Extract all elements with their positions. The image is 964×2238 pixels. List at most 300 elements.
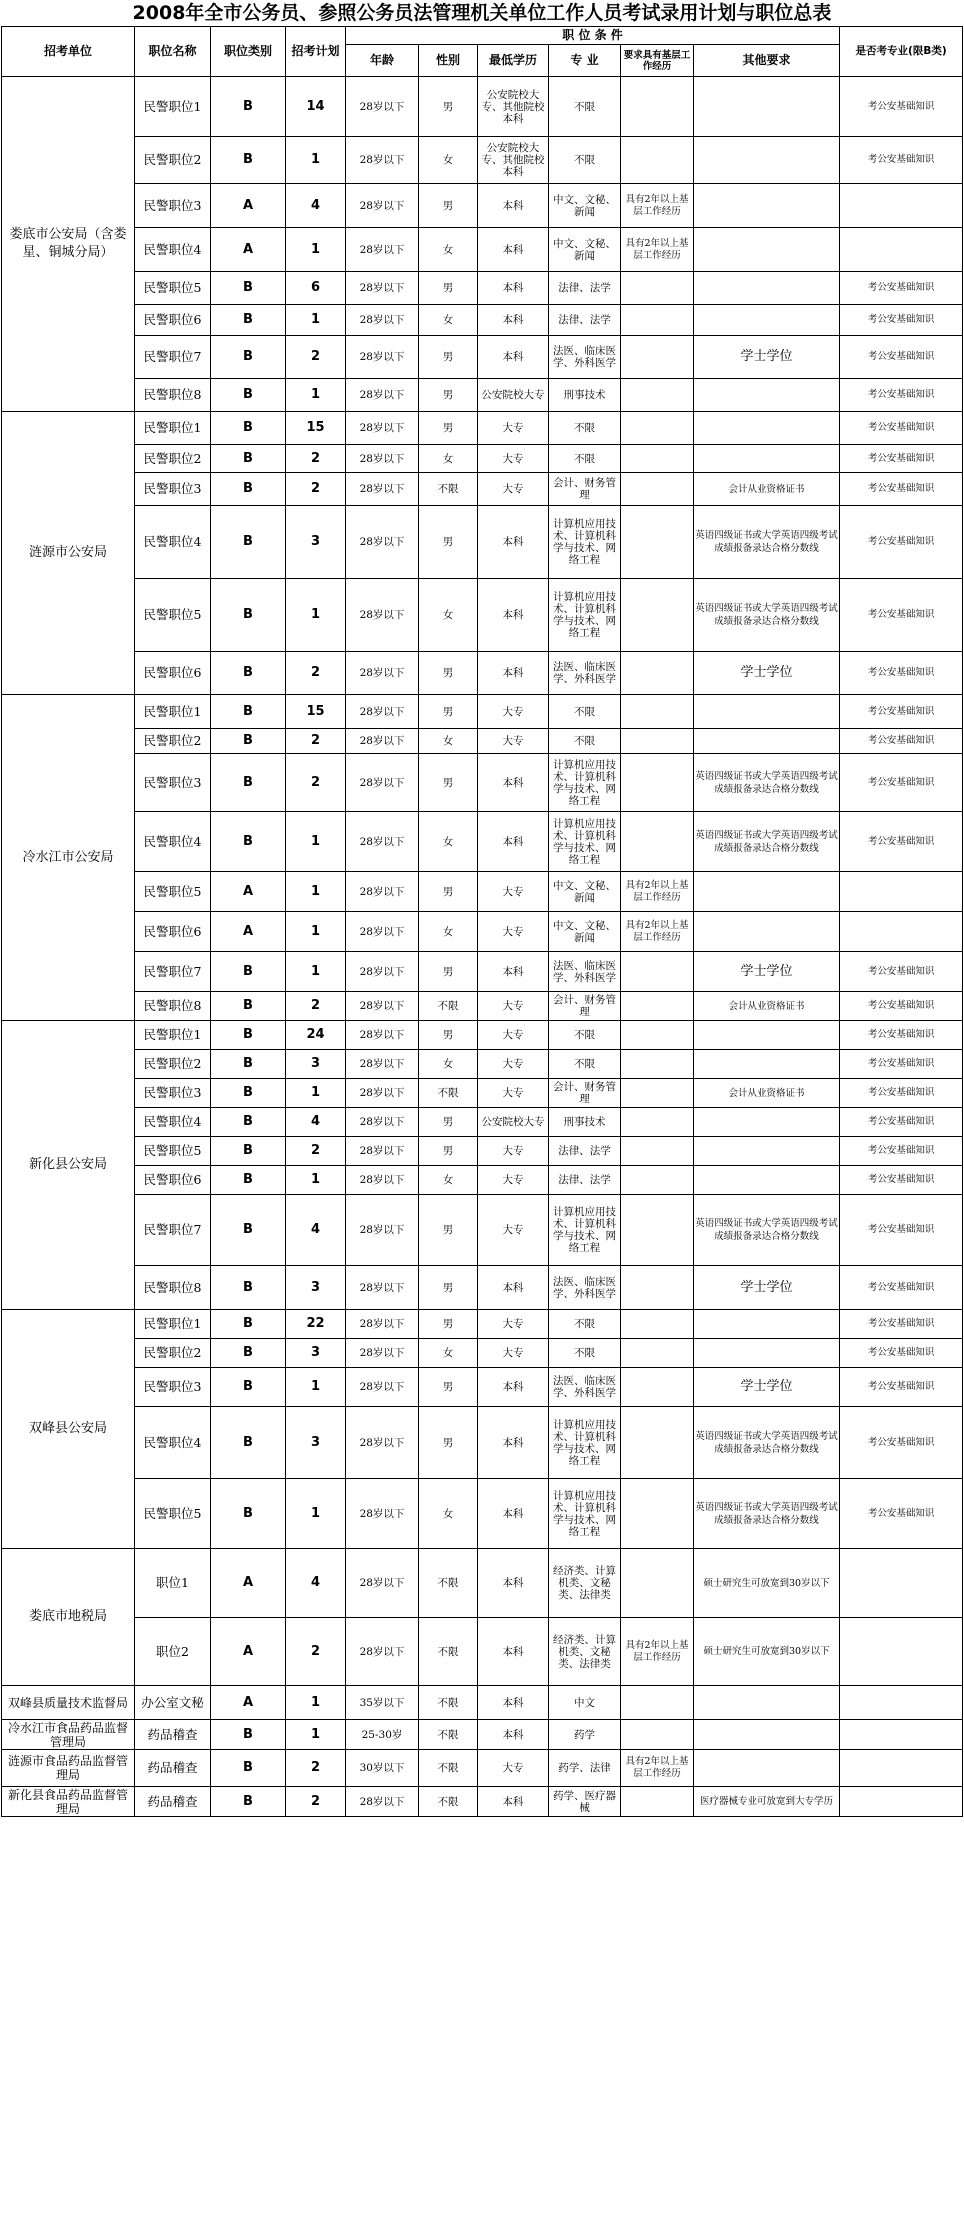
plan-count-cell: 2 [286, 1618, 346, 1686]
position-name-cell: 民警职位1 [135, 695, 211, 729]
category-cell: B [211, 1720, 286, 1750]
category-cell: A [211, 1549, 286, 1618]
category-cell: B [211, 1339, 286, 1368]
table-row [2, 336, 963, 379]
gender-cell: 男 [419, 379, 478, 412]
education-cell: 大专 [478, 1166, 549, 1195]
gender-cell: 女 [419, 729, 478, 754]
category-cell: B [211, 336, 286, 379]
table-row [2, 754, 963, 812]
major-cell: 法律、法学 [549, 272, 621, 305]
age-cell: 28岁以下 [346, 1195, 419, 1266]
category-cell: A [211, 912, 286, 952]
experience-cell [621, 1195, 694, 1266]
category-cell: B [211, 1479, 286, 1549]
age-cell: 28岁以下 [346, 228, 419, 272]
gender-cell: 女 [419, 228, 478, 272]
exam-subject-cell: 考公安基础知识 [840, 1166, 963, 1195]
age-cell: 28岁以下 [346, 1310, 419, 1339]
exam-subject-cell [840, 1787, 963, 1817]
gender-cell: 男 [419, 1195, 478, 1266]
education-cell: 本科 [478, 1686, 549, 1720]
major-cell: 法医、临床医学、外科医学 [549, 1368, 621, 1407]
other-requirements-cell [694, 1137, 840, 1166]
plan-count-cell: 1 [286, 228, 346, 272]
category-cell: B [211, 1750, 286, 1787]
education-cell: 大专 [478, 1310, 549, 1339]
education-cell: 公安院校大专、其他院校本科 [478, 137, 549, 184]
exam-subject-cell: 考公安基础知识 [840, 1407, 963, 1479]
experience-cell [621, 1368, 694, 1407]
exam-subject-cell: 考公安基础知识 [840, 379, 963, 412]
category-cell: B [211, 579, 286, 652]
position-name-cell: 民警职位7 [135, 952, 211, 992]
exam-subject-cell: 考公安基础知识 [840, 754, 963, 812]
other-requirements-cell: 会计从业资格证书 [694, 992, 840, 1021]
exam-subject-cell: 考公安基础知识 [840, 1195, 963, 1266]
education-cell: 本科 [478, 1407, 549, 1479]
major-cell: 药学、法律 [549, 1750, 621, 1787]
header-position: 职位名称 [135, 27, 211, 77]
exam-subject-cell: 考公安基础知识 [840, 729, 963, 754]
major-cell: 不限 [549, 77, 621, 137]
plan-count-cell: 1 [286, 1686, 346, 1720]
age-cell: 28岁以下 [346, 579, 419, 652]
gender-cell: 男 [419, 754, 478, 812]
major-cell: 不限 [549, 695, 621, 729]
page-title: 2008年全市公务员、参照公务员法管理机关单位工作人员考试录用计划与职位总表 [132, 2, 832, 24]
plan-count-cell: 4 [286, 1108, 346, 1137]
category-cell: A [211, 1618, 286, 1686]
age-cell: 28岁以下 [346, 872, 419, 912]
other-requirements-cell: 学士学位 [694, 1266, 840, 1310]
table-row [2, 1195, 963, 1266]
other-requirements-cell [694, 272, 840, 305]
table-row [2, 1686, 963, 1720]
table-row [2, 1339, 963, 1368]
major-cell: 不限 [549, 1050, 621, 1079]
position-name-cell: 民警职位5 [135, 1137, 211, 1166]
age-cell: 28岁以下 [346, 412, 419, 445]
category-cell: B [211, 412, 286, 445]
exam-subject-cell [840, 1720, 963, 1750]
major-cell: 计算机应用技术、计算机科学与技术、网络工程 [549, 812, 621, 872]
unit-name-cell: 冷水江市公安局 [2, 695, 135, 1021]
position-name-cell: 民警职位4 [135, 1108, 211, 1137]
table-row [2, 1549, 963, 1618]
category-cell: A [211, 872, 286, 912]
plan-count-cell: 24 [286, 1021, 346, 1050]
exam-subject-cell: 考公安基础知识 [840, 1050, 963, 1079]
other-requirements-cell: 会计从业资格证书 [694, 473, 840, 506]
major-cell: 法医、临床医学、外科医学 [549, 952, 621, 992]
position-name-cell: 民警职位6 [135, 652, 211, 695]
plan-count-cell: 15 [286, 412, 346, 445]
age-cell: 28岁以下 [346, 1021, 419, 1050]
experience-cell [621, 992, 694, 1021]
experience-cell [621, 1339, 694, 1368]
unit-name-cell: 涟源市食品药品监督管理局 [2, 1750, 135, 1787]
category-cell: B [211, 1050, 286, 1079]
unit-name-cell: 双峰县公安局 [2, 1310, 135, 1549]
table-row [2, 445, 963, 473]
category-cell: A [211, 228, 286, 272]
experience-cell [621, 336, 694, 379]
other-requirements-cell: 英语四级证书或大学英语四级考试成绩报备录达合格分数线 [694, 579, 840, 652]
position-name-cell: 民警职位5 [135, 579, 211, 652]
major-cell: 计算机应用技术、计算机科学与技术、网络工程 [549, 1195, 621, 1266]
exam-subject-cell: 考公安基础知识 [840, 1079, 963, 1108]
exam-subject-cell: 考公安基础知识 [840, 695, 963, 729]
unit-name-cell: 双峰县质量技术监督局 [2, 1686, 135, 1720]
table-body [2, 77, 963, 1817]
exam-subject-cell: 考公安基础知识 [840, 1310, 963, 1339]
education-cell: 本科 [478, 1618, 549, 1686]
category-cell: B [211, 1137, 286, 1166]
table-row [2, 912, 963, 952]
education-cell: 本科 [478, 1787, 549, 1817]
experience-cell [621, 77, 694, 137]
position-name-cell: 民警职位6 [135, 912, 211, 952]
education-cell: 本科 [478, 228, 549, 272]
plan-count-cell: 14 [286, 77, 346, 137]
experience-cell [621, 506, 694, 579]
category-cell: B [211, 379, 286, 412]
age-cell: 28岁以下 [346, 506, 419, 579]
education-cell: 本科 [478, 1479, 549, 1549]
major-cell: 中文、文秘、新闻 [549, 912, 621, 952]
unit-name-cell: 娄底市公安局（含娄星、铜城分局） [2, 77, 135, 412]
major-cell: 中文、文秘、新闻 [549, 228, 621, 272]
position-name-cell: 民警职位7 [135, 1195, 211, 1266]
major-cell: 会计、财务管理 [549, 992, 621, 1021]
table-row [2, 137, 963, 184]
gender-cell: 女 [419, 1479, 478, 1549]
gender-cell: 不限 [419, 1079, 478, 1108]
experience-cell [621, 1166, 694, 1195]
plan-count-cell: 1 [286, 137, 346, 184]
education-cell: 本科 [478, 579, 549, 652]
plan-count-cell: 2 [286, 1750, 346, 1787]
gender-cell: 女 [419, 1050, 478, 1079]
plan-count-cell: 2 [286, 1137, 346, 1166]
header-exp: 要求具有基层工作经历 [621, 45, 694, 77]
major-cell: 中文、文秘、新闻 [549, 184, 621, 228]
plan-count-cell: 1 [286, 1368, 346, 1407]
exam-subject-cell: 考公安基础知识 [840, 652, 963, 695]
plan-count-cell: 1 [286, 812, 346, 872]
unit-name-cell: 涟源市公安局 [2, 412, 135, 695]
table-row [2, 1618, 963, 1686]
other-requirements-cell: 英语四级证书或大学英语四级考试成绩报备录达合格分数线 [694, 1479, 840, 1549]
header-edu: 最低学历 [478, 45, 549, 77]
plan-count-cell: 2 [286, 729, 346, 754]
plan-count-cell: 1 [286, 1079, 346, 1108]
experience-cell [621, 1407, 694, 1479]
position-name-cell: 民警职位5 [135, 872, 211, 912]
position-name-cell: 民警职位4 [135, 506, 211, 579]
table-row [2, 1310, 963, 1339]
plan-count-cell: 22 [286, 1310, 346, 1339]
age-cell: 28岁以下 [346, 473, 419, 506]
experience-cell: 具有2年以上基层工作经历 [621, 184, 694, 228]
plan-count-cell: 2 [286, 445, 346, 473]
major-cell: 会计、财务管理 [549, 1079, 621, 1108]
major-cell: 经济类、计算机类、文秘类、法律类 [549, 1618, 621, 1686]
experience-cell: 具有2年以上基层工作经历 [621, 1618, 694, 1686]
position-name-cell: 民警职位5 [135, 272, 211, 305]
unit-name-cell: 新化县公安局 [2, 1021, 135, 1310]
table-row [2, 1368, 963, 1407]
table-row [2, 1108, 963, 1137]
position-name-cell: 民警职位2 [135, 1339, 211, 1368]
position-name-cell: 民警职位6 [135, 305, 211, 336]
position-name-cell: 民警职位8 [135, 992, 211, 1021]
plan-count-cell: 1 [286, 1166, 346, 1195]
gender-cell: 男 [419, 184, 478, 228]
experience-cell [621, 272, 694, 305]
gender-cell: 不限 [419, 1618, 478, 1686]
other-requirements-cell: 学士学位 [694, 1368, 840, 1407]
other-requirements-cell: 英语四级证书或大学英语四级考试成绩报备录达合格分数线 [694, 1407, 840, 1479]
exam-subject-cell [840, 228, 963, 272]
position-name-cell: 民警职位7 [135, 336, 211, 379]
position-name-cell: 药品稽查 [135, 1720, 211, 1750]
other-requirements-cell [694, 1686, 840, 1720]
gender-cell: 不限 [419, 1750, 478, 1787]
exam-subject-cell: 考公安基础知识 [840, 952, 963, 992]
table-row [2, 473, 963, 506]
education-cell: 大专 [478, 445, 549, 473]
major-cell: 刑事技术 [549, 1108, 621, 1137]
experience-cell: 具有2年以上基层工作经历 [621, 912, 694, 952]
age-cell: 28岁以下 [346, 1549, 419, 1618]
exam-subject-cell: 考公安基础知识 [840, 1339, 963, 1368]
education-cell: 本科 [478, 1368, 549, 1407]
other-requirements-cell [694, 1310, 840, 1339]
major-cell: 不限 [549, 1310, 621, 1339]
other-requirements-cell [694, 729, 840, 754]
category-cell: B [211, 992, 286, 1021]
plan-count-cell: 1 [286, 305, 346, 336]
major-cell: 法律、法学 [549, 1166, 621, 1195]
position-name-cell: 民警职位1 [135, 1021, 211, 1050]
other-requirements-cell: 会计从业资格证书 [694, 1079, 840, 1108]
age-cell: 28岁以下 [346, 952, 419, 992]
table-row [2, 506, 963, 579]
experience-cell [621, 305, 694, 336]
other-requirements-cell: 英语四级证书或大学英语四级考试成绩报备录达合格分数线 [694, 1195, 840, 1266]
position-name-cell: 民警职位3 [135, 754, 211, 812]
age-cell: 28岁以下 [346, 137, 419, 184]
experience-cell [621, 1021, 694, 1050]
position-name-cell: 民警职位2 [135, 137, 211, 184]
experience-cell: 具有2年以上基层工作经历 [621, 872, 694, 912]
education-cell: 大专 [478, 1021, 549, 1050]
table-row [2, 77, 963, 137]
gender-cell: 男 [419, 336, 478, 379]
education-cell: 大专 [478, 695, 549, 729]
table-row [2, 412, 963, 445]
other-requirements-cell: 硕士研究生可放宽到30岁以下 [694, 1618, 840, 1686]
plan-count-cell: 4 [286, 1549, 346, 1618]
table-row [2, 872, 963, 912]
major-cell: 不限 [549, 412, 621, 445]
education-cell: 本科 [478, 184, 549, 228]
gender-cell: 男 [419, 1310, 478, 1339]
education-cell: 本科 [478, 1549, 549, 1618]
other-requirements-cell [694, 305, 840, 336]
exam-subject-cell: 考公安基础知识 [840, 1021, 963, 1050]
other-requirements-cell [694, 137, 840, 184]
header-plan: 招考计划 [286, 27, 346, 77]
major-cell: 法律、法学 [549, 305, 621, 336]
experience-cell [621, 1310, 694, 1339]
gender-cell: 男 [419, 1108, 478, 1137]
other-requirements-cell [694, 695, 840, 729]
gender-cell: 不限 [419, 1686, 478, 1720]
other-requirements-cell: 英语四级证书或大学英语四级考试成绩报备录达合格分数线 [694, 506, 840, 579]
category-cell: B [211, 1407, 286, 1479]
header-other: 其他要求 [694, 45, 840, 77]
education-cell: 公安院校大专、其他院校本科 [478, 77, 549, 137]
category-cell: B [211, 445, 286, 473]
major-cell: 不限 [549, 445, 621, 473]
exam-subject-cell: 考公安基础知识 [840, 579, 963, 652]
education-cell: 大专 [478, 912, 549, 952]
major-cell: 法医、临床医学、外科医学 [549, 336, 621, 379]
gender-cell: 男 [419, 652, 478, 695]
table-row [2, 1079, 963, 1108]
header-age: 年龄 [346, 45, 419, 77]
major-cell: 药学、医疗器械 [549, 1787, 621, 1817]
category-cell: B [211, 1079, 286, 1108]
experience-cell [621, 1549, 694, 1618]
plan-count-cell: 3 [286, 1339, 346, 1368]
experience-cell [621, 579, 694, 652]
major-cell: 不限 [549, 729, 621, 754]
education-cell: 大专 [478, 872, 549, 912]
age-cell: 28岁以下 [346, 184, 419, 228]
exam-subject-cell: 考公安基础知识 [840, 1479, 963, 1549]
major-cell: 计算机应用技术、计算机科学与技术、网络工程 [549, 1479, 621, 1549]
plan-count-cell: 3 [286, 506, 346, 579]
age-cell: 28岁以下 [346, 1166, 419, 1195]
exam-subject-cell: 考公安基础知识 [840, 137, 963, 184]
age-cell: 28岁以下 [346, 652, 419, 695]
plan-count-cell: 1 [286, 1720, 346, 1750]
experience-cell [621, 1137, 694, 1166]
category-cell: B [211, 137, 286, 184]
category-cell: B [211, 1108, 286, 1137]
major-cell: 法医、临床医学、外科医学 [549, 652, 621, 695]
major-cell: 不限 [549, 1021, 621, 1050]
age-cell: 28岁以下 [346, 1108, 419, 1137]
experience-cell [621, 1686, 694, 1720]
age-cell: 28岁以下 [346, 305, 419, 336]
category-cell: B [211, 1021, 286, 1050]
category-cell: B [211, 1310, 286, 1339]
header-unit: 招考单位 [2, 27, 135, 77]
position-name-cell: 民警职位1 [135, 1310, 211, 1339]
category-cell: A [211, 1686, 286, 1720]
gender-cell: 女 [419, 812, 478, 872]
position-name-cell: 民警职位3 [135, 184, 211, 228]
plan-count-cell: 1 [286, 952, 346, 992]
other-requirements-cell [694, 1339, 840, 1368]
plan-count-cell: 4 [286, 184, 346, 228]
gender-cell: 女 [419, 1166, 478, 1195]
plan-count-cell: 1 [286, 1479, 346, 1549]
table-row [2, 272, 963, 305]
plan-count-cell: 1 [286, 912, 346, 952]
plan-count-cell: 1 [286, 579, 346, 652]
gender-cell: 女 [419, 912, 478, 952]
table-row [2, 952, 963, 992]
other-requirements-cell: 英语四级证书或大学英语四级考试成绩报备录达合格分数线 [694, 812, 840, 872]
exam-subject-cell [840, 872, 963, 912]
major-cell: 药学 [549, 1720, 621, 1750]
table-row [2, 1021, 963, 1050]
education-cell: 大专 [478, 1195, 549, 1266]
table-row [2, 1166, 963, 1195]
age-cell: 28岁以下 [346, 1618, 419, 1686]
exam-subject-cell [840, 184, 963, 228]
experience-cell [621, 379, 694, 412]
exam-subject-cell: 考公安基础知识 [840, 445, 963, 473]
exam-subject-cell: 考公安基础知识 [840, 992, 963, 1021]
category-cell: B [211, 1166, 286, 1195]
header-gender: 性别 [419, 45, 478, 77]
gender-cell: 不限 [419, 473, 478, 506]
age-cell: 28岁以下 [346, 1339, 419, 1368]
education-cell: 大专 [478, 1050, 549, 1079]
major-cell: 经济类、计算机类、文秘类、法律类 [549, 1549, 621, 1618]
category-cell: B [211, 812, 286, 872]
age-cell: 28岁以下 [346, 812, 419, 872]
education-cell: 本科 [478, 952, 549, 992]
other-requirements-cell: 医疗器械专业可放宽到大专学历 [694, 1787, 840, 1817]
plan-count-cell: 2 [286, 754, 346, 812]
category-cell: B [211, 1787, 286, 1817]
age-cell: 28岁以下 [346, 729, 419, 754]
exam-subject-cell: 考公安基础知识 [840, 336, 963, 379]
education-cell: 公安院校大专 [478, 379, 549, 412]
table-row [2, 729, 963, 754]
exam-subject-cell: 考公安基础知识 [840, 1137, 963, 1166]
experience-cell [621, 1787, 694, 1817]
table-row [2, 1407, 963, 1479]
other-requirements-cell: 学士学位 [694, 952, 840, 992]
position-name-cell: 民警职位4 [135, 228, 211, 272]
gender-cell: 男 [419, 872, 478, 912]
education-cell: 本科 [478, 652, 549, 695]
gender-cell: 女 [419, 137, 478, 184]
plan-count-cell: 1 [286, 872, 346, 912]
position-name-cell: 民警职位4 [135, 1407, 211, 1479]
category-cell: B [211, 952, 286, 992]
plan-count-cell: 2 [286, 336, 346, 379]
table-row [2, 184, 963, 228]
experience-cell: 具有2年以上基层工作经历 [621, 1750, 694, 1787]
other-requirements-cell [694, 1108, 840, 1137]
exam-subject-cell: 考公安基础知识 [840, 412, 963, 445]
plan-count-cell: 3 [286, 1407, 346, 1479]
unit-name-cell: 娄底市地税局 [2, 1549, 135, 1686]
age-cell: 28岁以下 [346, 695, 419, 729]
experience-cell [621, 695, 694, 729]
experience-cell [621, 1108, 694, 1137]
